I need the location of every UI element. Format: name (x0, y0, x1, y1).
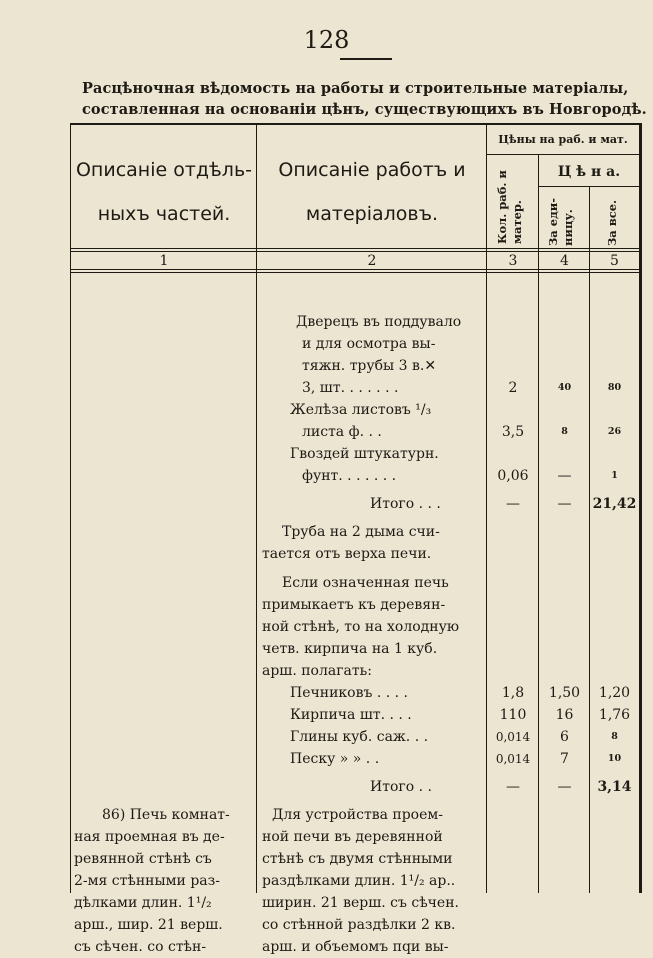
qty-cell: — (506, 496, 520, 512)
col1-number: 1 (159, 253, 169, 269)
unit-price-cell: — (557, 468, 572, 484)
part-line: ревянной стѣнѣ съ (74, 851, 212, 867)
part-line: дѣлками длин. 1¹/₂ (74, 895, 212, 911)
total-price-cell: 80 (607, 382, 622, 393)
desc-line: ной стѣнѣ, то на холодную (262, 619, 460, 635)
qty-cell: — (506, 779, 520, 795)
desc-line: Глины куб. саж. . . (290, 729, 429, 745)
part-line: 86) Печь комнат- (102, 807, 230, 823)
desc-line: Труба на 2 дыма счи- (282, 524, 440, 540)
col4-number: 4 (560, 253, 569, 269)
desc-line: 3, шт. . . . . . . (302, 380, 399, 396)
desc-line: стѣнѣ съ двумя стѣнными (262, 851, 453, 867)
col5-number: 5 (610, 253, 619, 269)
desc-line: ной печи въ деревянной (262, 829, 443, 845)
total-price-cell: 1 (611, 470, 618, 481)
desc-line: листа ф. . . (302, 424, 382, 440)
unit-price-cell: — (557, 496, 572, 512)
desc-line: тается отъ верха печи. (262, 546, 432, 562)
price-group-header: Ц ѣ н а. (557, 164, 621, 180)
desc-line: Гвоздей штукатурн. (290, 446, 439, 462)
prices-group-rule (486, 154, 640, 155)
desc-line: раздѣлками длин. 1¹/₂ ар.. (262, 873, 456, 889)
qty-cell: 0,06 (497, 468, 529, 484)
col-divider-1 (256, 123, 257, 893)
unit-price-cell: 7 (560, 751, 569, 767)
qty-cell: 0,014 (495, 730, 531, 744)
prices-group-header: Цѣны на раб. и мат. (498, 133, 628, 146)
desc-line: тяжн. трубы 3 в.✕ (302, 358, 437, 374)
desc-line: Песку » » . . (290, 751, 380, 767)
col1-header (72, 148, 256, 236)
unit-price-cell: 6 (560, 729, 569, 745)
unit-price-cell: 8 (561, 426, 568, 437)
qty-cell: 0,014 (495, 752, 531, 766)
table-top-rule (70, 123, 640, 125)
col3-number: 3 (508, 253, 518, 269)
col-divider-3 (538, 154, 539, 893)
desc-line: ширин. 21 верш. съ сѣчен. (262, 895, 459, 911)
desc-line: четв. кирпича на 1 куб. (262, 641, 438, 657)
desc-line: Желѣза листовъ ¹/₃ (290, 402, 432, 418)
col2-header-line-1: Описаніе работъ и (278, 159, 466, 181)
desc-line: Дверецъ въ поддувало (296, 314, 462, 330)
unit-price-cell: 16 (555, 707, 574, 723)
heading-line-1: Расцѣночная вѣдомость на работы и строительные матеріалы, (82, 80, 629, 97)
qty-cell: 1,8 (501, 685, 525, 701)
numbers-rule-2 (70, 272, 640, 273)
header-bottom-rule-1 (70, 248, 640, 249)
page-number: 128 (303, 26, 350, 54)
desc-line: Для устройства проем- (272, 807, 443, 823)
col2-header-line-2: матеріаловъ. (305, 203, 439, 225)
desc-line: примыкаетъ къ деревян- (262, 597, 446, 613)
unit-price-cell: — (557, 779, 572, 795)
total-label: Итого . . . (370, 496, 441, 512)
qty-cell: 3,5 (501, 424, 525, 440)
desc-line: фунт. . . . . . . (302, 468, 397, 484)
desc-line: со стѣнной раздѣлки 2 кв. (262, 917, 456, 933)
col-divider-4 (589, 186, 590, 893)
unit-price-cell: 1,50 (548, 685, 581, 701)
numbers-rule-1 (70, 269, 640, 270)
desc-line: Если означенная печь (282, 575, 449, 591)
total-price-cell: 10 (607, 753, 622, 764)
col5-header: За все. (605, 199, 619, 246)
page-number-rule (340, 58, 392, 60)
header-bottom-rule-2 (70, 251, 640, 252)
total-price-cell: 1,20 (598, 685, 631, 701)
desc-line: арш. полагать: (262, 663, 372, 679)
desc-line: арш. и объемомъ пqи вы- (262, 939, 449, 955)
desc-line: и для осмотра вы- (302, 336, 436, 352)
total-price-cell: 1,76 (598, 707, 631, 723)
col2-number: 2 (367, 253, 377, 269)
part-line: ная проемная въ де- (74, 829, 225, 845)
total-price-cell: 3,14 (597, 779, 632, 795)
part-line: арш., шир. 21 верш. (74, 917, 223, 933)
unit-price-cell: 40 (557, 382, 572, 393)
total-price-cell: 8 (611, 731, 618, 742)
col2-header (258, 148, 486, 236)
qty-cell: 2 (508, 380, 518, 396)
part-line: 2-мя стѣнными раз- (74, 873, 220, 889)
col1-header-line-2: ныхъ частей. (97, 203, 231, 225)
col-divider-2 (486, 123, 487, 893)
desc-line: Печниковъ . . . . (290, 685, 408, 701)
col4-header: За еди-ницу. (546, 197, 575, 246)
col1-header-line-1: Описаніе отдѣль- (75, 159, 253, 181)
total-price-cell: 21,42 (592, 496, 637, 512)
col3-header: Кол. раб. и матер. (495, 170, 524, 244)
total-label: Итого . . (370, 779, 432, 795)
part-line: съ сѣчен. со стѣн- (74, 939, 207, 955)
heading-line-2: составленная на основаніи цѣнъ, существующихъ въ Новгородѣ. (82, 101, 647, 118)
total-price-cell: 26 (607, 426, 622, 437)
desc-line: Кирпича шт. . . . (290, 707, 412, 723)
qty-cell: 110 (499, 707, 527, 723)
